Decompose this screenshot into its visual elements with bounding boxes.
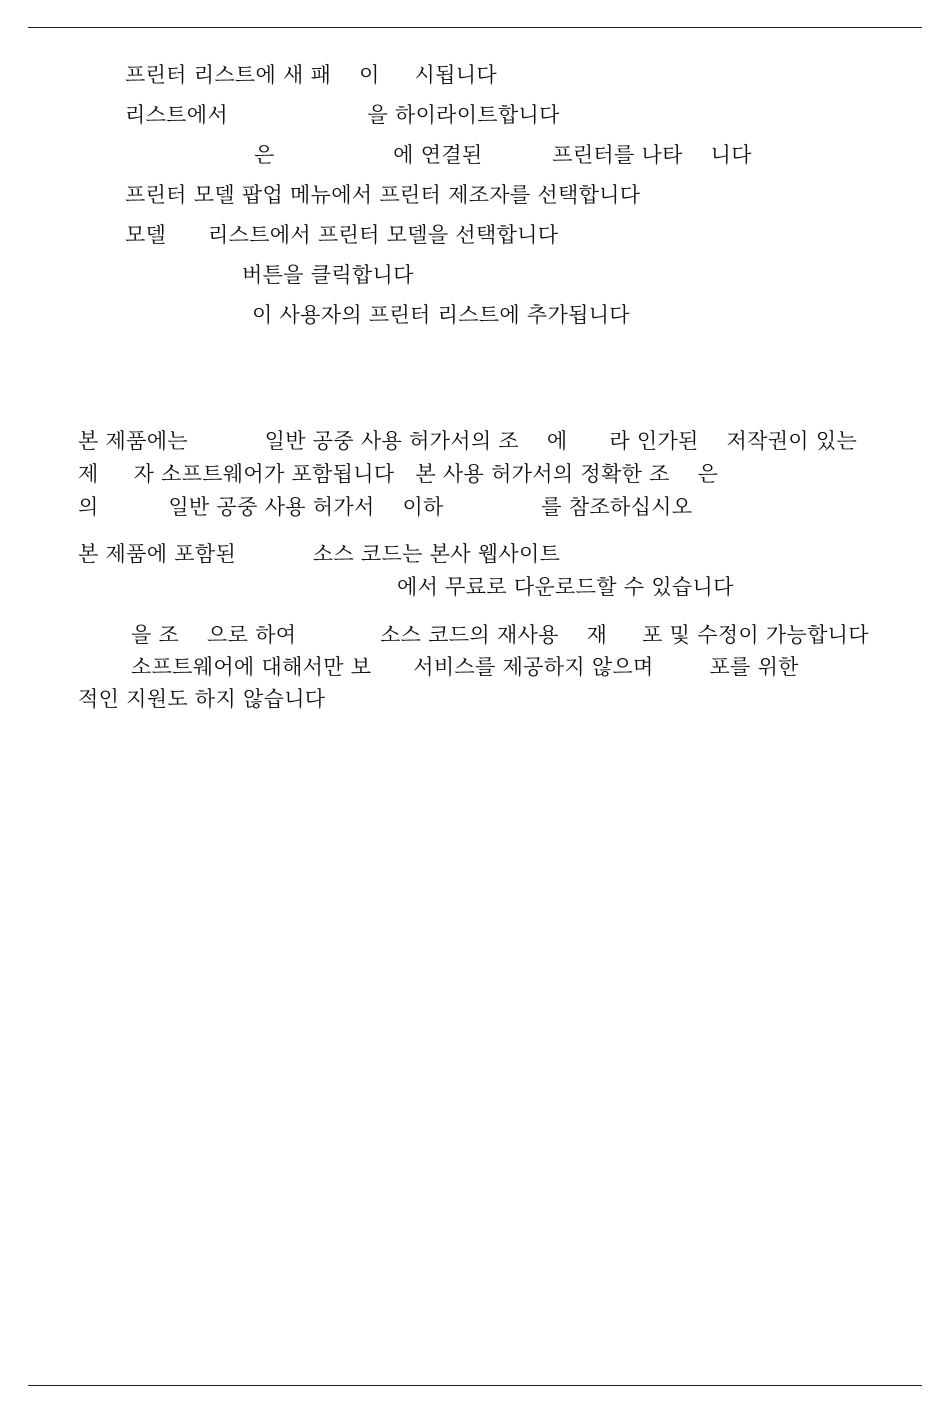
step-line: 프린터 모델 팝업 메뉴에서 프린터 제조자를 선택합니다 [125, 183, 641, 207]
license-paragraph-line: 적인 지원도 하지 않습니다 [78, 687, 326, 711]
step-line: 버튼을 클릭합니다 [242, 263, 414, 287]
step-line: 프린터 리스트에 새 패 이 시됩니다 [125, 63, 497, 87]
bottom-rule [28, 1385, 922, 1386]
license-paragraph-line: 본 제품에는 일반 공중 사용 허가서의 조 에 라 인가된 저작권이 있는 [78, 429, 858, 453]
license-paragraph-line: 본 제품에 포함된 소스 코드는 본사 웹사이트 [78, 542, 561, 566]
license-paragraph-line: 의 일반 공중 사용 허가서 이하 를 참조하십시오 [78, 495, 693, 519]
step-line: 이 사용자의 프린터 리스트에 추가됩니다 [252, 303, 630, 327]
step-line: 모델 리스트에서 프린터 모델을 선택합니다 [125, 223, 559, 247]
license-paragraph-line: 에서 무료로 다운로드할 수 있습니다 [397, 575, 734, 599]
step-line: 은 에 연결된 프린터를 나타 니다 [254, 143, 752, 167]
top-rule [28, 27, 922, 28]
step-line: 리스트에서 을 하이라이트합니다 [125, 103, 560, 127]
license-paragraph-line: 소프트웨어에 대해서만 보 서비스를 제공하지 않으며 포를 위한 [131, 655, 799, 679]
license-paragraph-line: 을 조 으로 하여 소스 코드의 재사용 재 포 및 수정이 가능합니다 [131, 623, 869, 647]
license-paragraph-line: 제 자 소프트웨어가 포함됩니다 본 사용 허가서의 정확한 조 은 [78, 462, 719, 486]
